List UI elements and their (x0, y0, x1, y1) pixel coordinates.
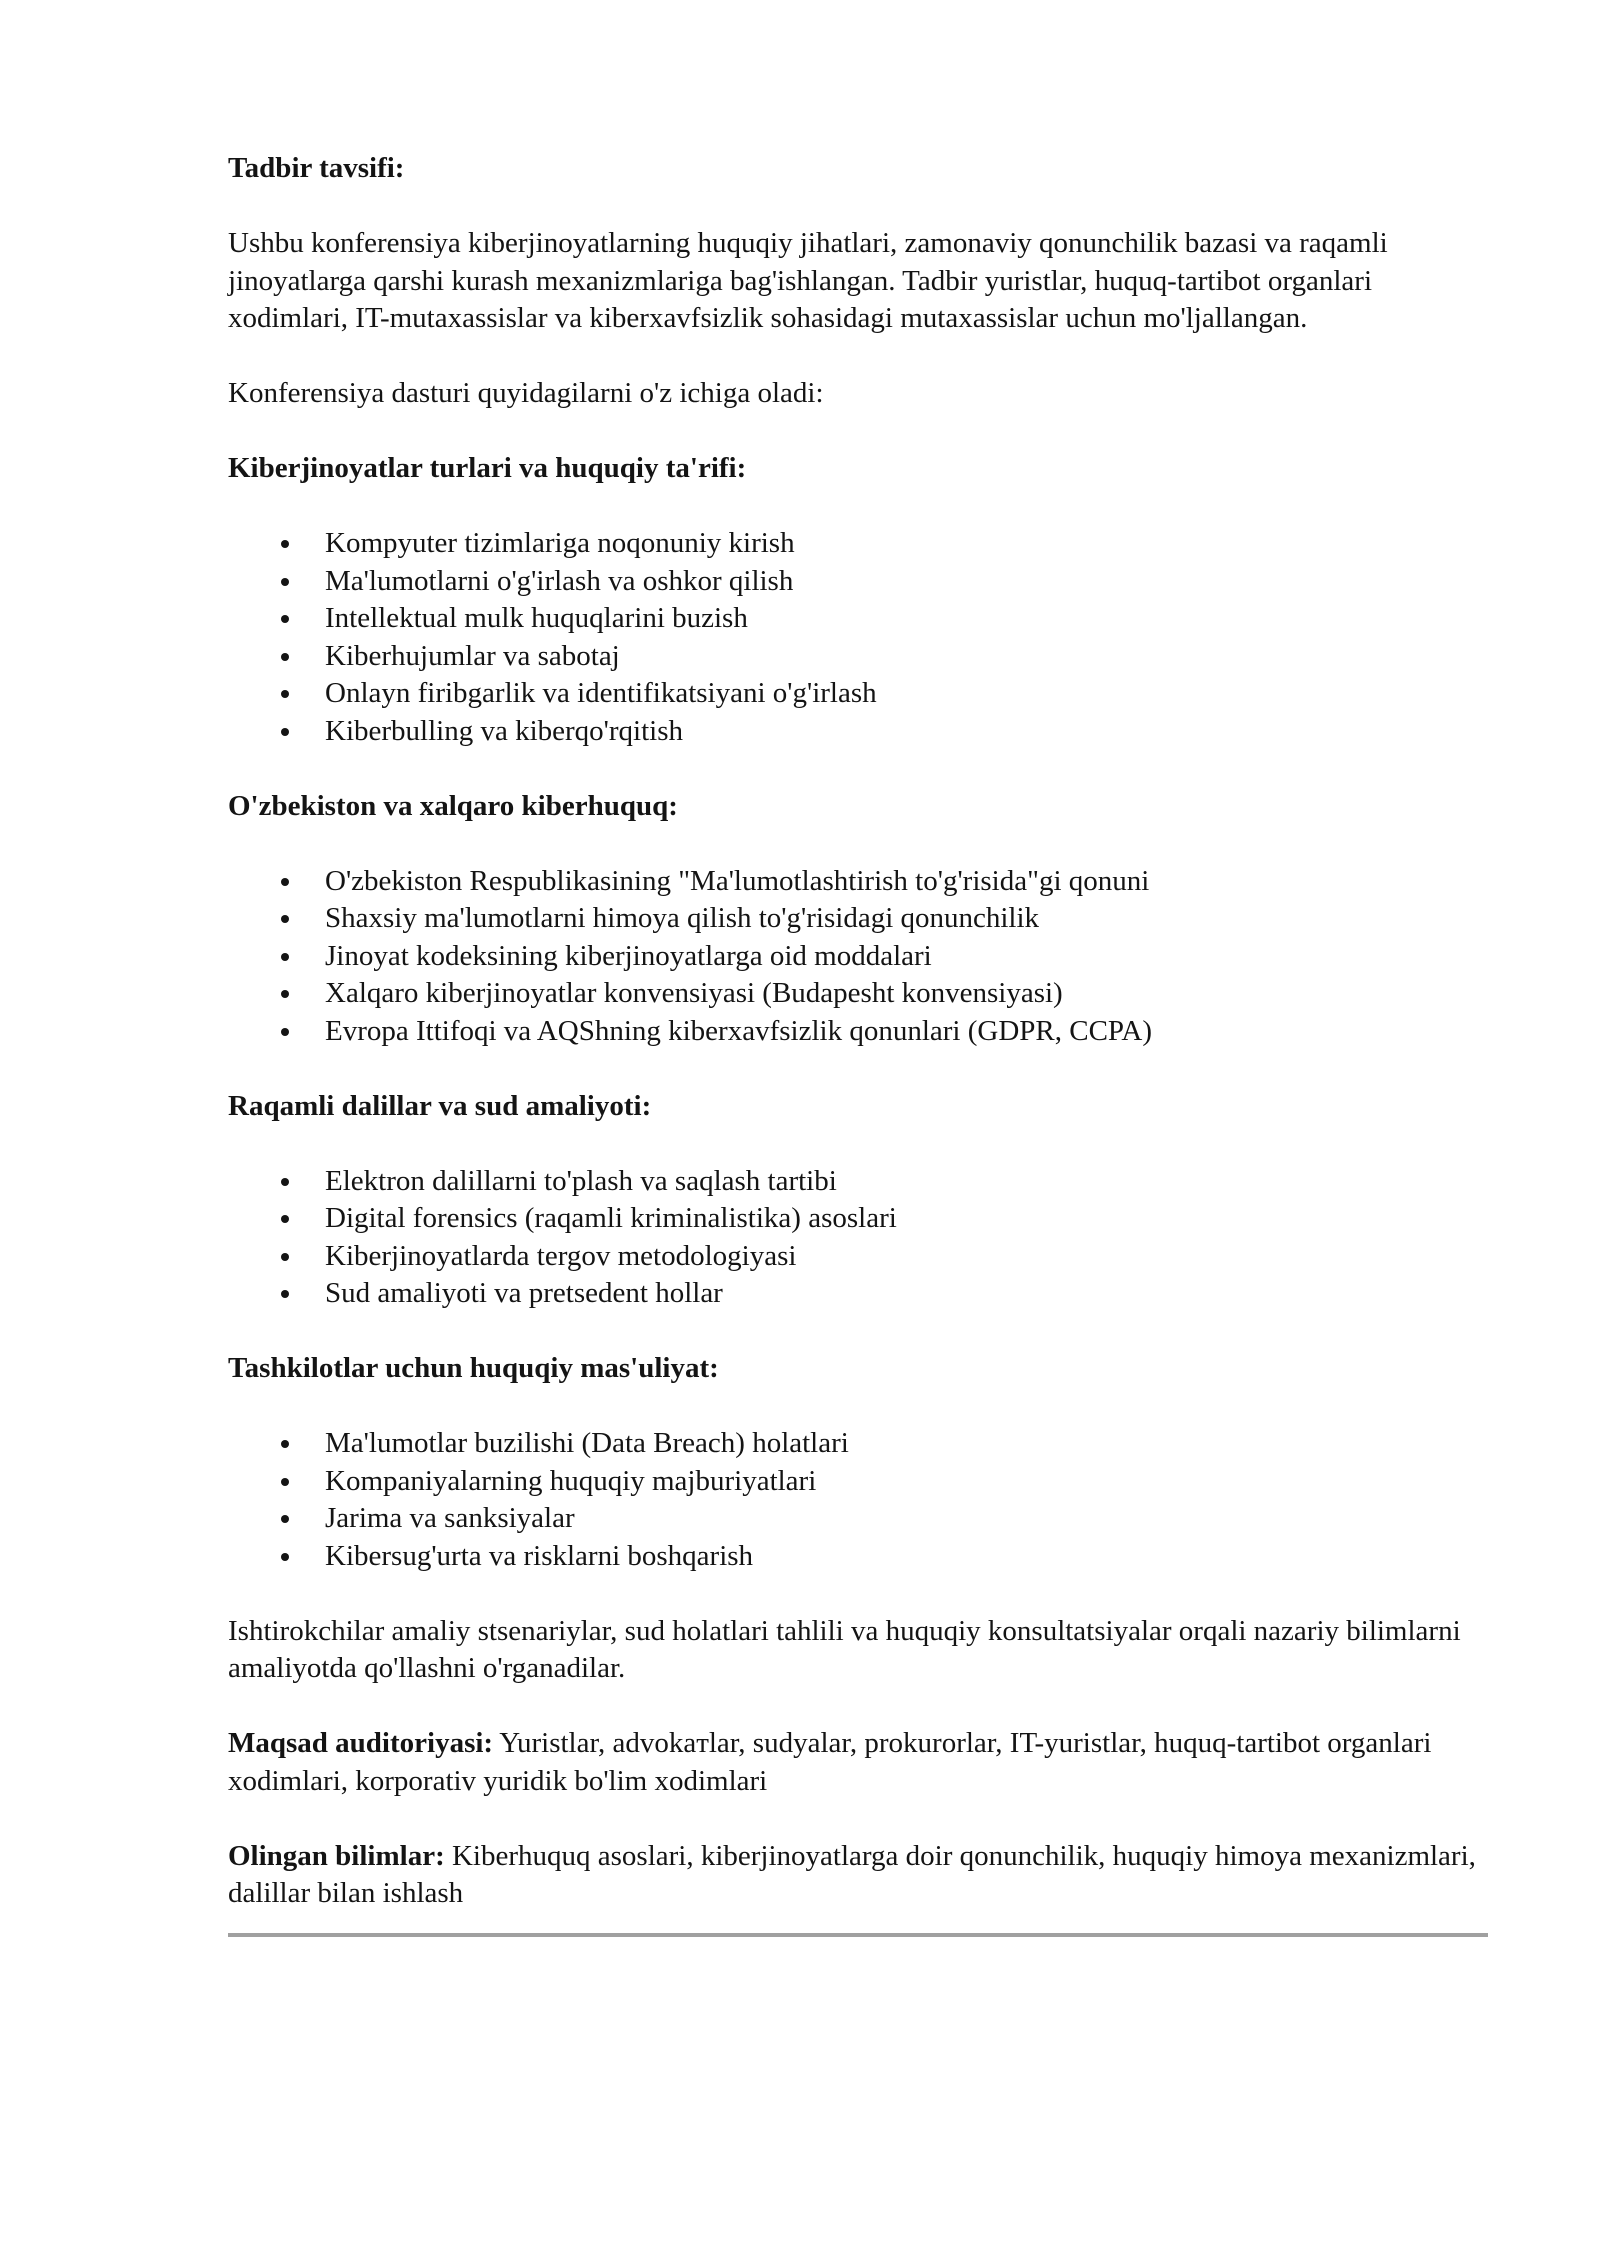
list-item: Shaxsiy ma'lumotlarni himoya qilish to'g'risidagi qonunchilik (228, 900, 1488, 938)
section-heading-cyberlaw: O'zbekiston va xalqaro kiberhuquq: (228, 789, 678, 822)
audience-label: Maqsad auditoriyasi: (228, 1727, 494, 1759)
list-item: Intellektual mulk huquqlarini buzish (228, 600, 1488, 638)
list-item: Onlayn firibgarlik va identifikatsiyani o'g'irlash (228, 675, 1488, 713)
outcomes-label: Olingan bilimlar: (228, 1839, 445, 1872)
document-title: Tadbir tavsifi: (228, 152, 405, 184)
section-heading-digital-evidence: Raqamli dalillar va sud amaliyoti: (228, 1089, 652, 1122)
list-item: Evropa Ittifoqi va AQShning kiberxavfsizlik qonunlari (GDPR, CCPA) (228, 1013, 1488, 1051)
list-item: Ma'lumotlarni o'g'irlash va oshkor qilish (228, 563, 1488, 601)
section-heading-org-liability: Tashkilotlar uchun huquqiy mas'uliyat: (228, 1352, 719, 1384)
audience-paragraph (228, 1725, 1488, 1800)
bullet-list-cyberlaw (228, 863, 1488, 1051)
list-item: Kiberjinoyatlarda tergov metodologiyasi (228, 1238, 1488, 1276)
bullet-list-digital-evidence (228, 1163, 1488, 1313)
list-item: Kiberhujumlar va sabotaj (228, 638, 1488, 676)
list-item: Ma'lumotlar buzilishi (Data Breach) holatlari (228, 1425, 1488, 1463)
list-item: Jinoyat kodeksining kiberjinoyatlarga oid moddalari (228, 938, 1488, 976)
section-heading-crime-types: Kiberjinoyatlar turlari va huquqiy ta'rifi: (228, 452, 747, 484)
list-item: Kompyuter tizimlariga noqonuniy kirish (228, 525, 1488, 563)
list-item: Kibersug'urta va risklarni boshqarish (228, 1538, 1488, 1576)
list-item: Digital forensics (raqamli kriminalistika) asoslari (228, 1200, 1488, 1238)
bullet-list-org-liability (228, 1425, 1488, 1575)
program-intro-paragraph: Konferensiya dasturi quyidagilarni o'z ichiga oladi: (228, 377, 824, 409)
audience-text: Yuristlar, advokaтlar, sudyalar, prokurorlar, IT-yuristlar, huquq-tartibot organlari xodimlari, korporativ yuridik bo'lim xodimlari (228, 1727, 1432, 1797)
list-item: Kiberbulling va kiberqo'rqitish (228, 713, 1488, 751)
list-item: Xalqaro kiberjinoyatlar konvensiyasi (Budapesht konvensiyasi) (228, 975, 1488, 1013)
intro-paragraph: Ushbu konferensiya kiberjinoyatlarning huquqiy jihatlari, zamonaviy qonunchilik bazasi va raqamli jinoyatlarga qarshi kurash mexanizmlariga bag'ishlangan. Tadbir yuristlar, huquq-tartibot organlari xodimlari, IT-mutaxassislar va kiberxavfsizlik sohasidagi mutaxassislar uchun mo'ljallangan. (228, 227, 1388, 334)
bullet-list-crime-types (228, 525, 1488, 750)
list-item: Sud amaliyoti va pretsedent hollar (228, 1275, 1488, 1313)
outcomes-text: Kiberhuquq asoslari, kiberjinoyatlarga doir qonunchilik, huquqiy himoya mexanizmlari, dalillar bilan ishlash (228, 1839, 1476, 1909)
list-item: O'zbekiston Respublikasining "Ma'lumotlashtirish to'g'risida"gi qonuni (228, 863, 1488, 901)
horizontal-rule (228, 1933, 1488, 1937)
document-body (228, 150, 1488, 1937)
list-item: Kompaniyalarning huquqiy majburiyatlari (228, 1463, 1488, 1501)
outcomes-paragraph (228, 1838, 1488, 1913)
list-item: Jarima va sanksiyalar (228, 1500, 1488, 1538)
practice-paragraph: Ishtirokchilar amaliy stsenariylar, sud holatlari tahlili va huquqiy konsultatsiyalar orqali nazariy bilimlarni amaliyotda qo'llashni o'rganadilar. (228, 1614, 1461, 1684)
list-item: Elektron dalillarni to'plash va saqlash tartibi (228, 1163, 1488, 1201)
